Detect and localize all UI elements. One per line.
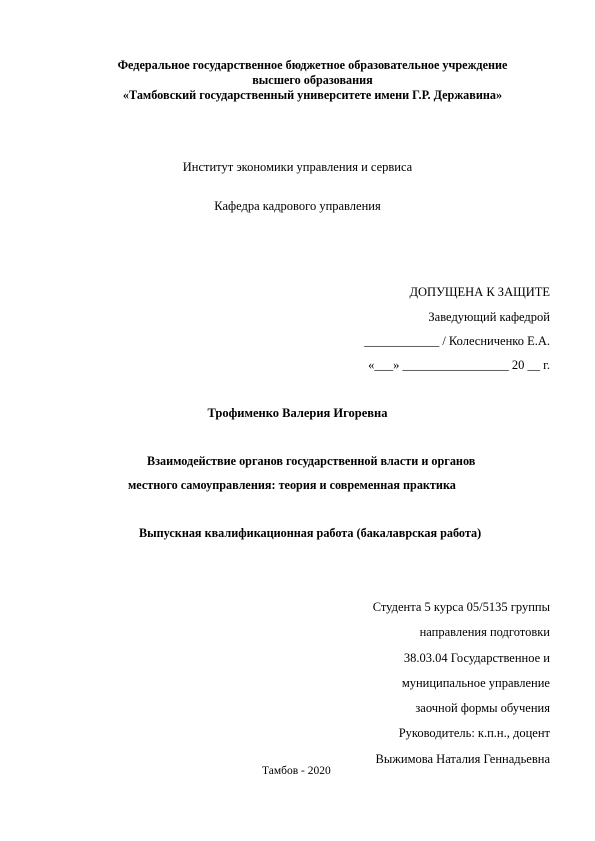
author-name: Трофименко Валерия Игоревна [207,406,388,420]
header-line-2: высшего образования [252,73,373,87]
student-info-line: заочной формы обучения [415,701,550,716]
topic-line-2: местного самоуправления: теория и современная практика [128,478,456,492]
approval-position: Заведующий кафедрой [428,310,550,324]
approval-date: «___» _________________ 20 __ г. [368,358,550,372]
approval-title: ДОПУЩЕНА К ЗАЩИТЕ [409,285,550,299]
city-year: Тамбов - 2020 [262,765,331,777]
student-info-line: Выжимова Наталия Геннадьевна [375,751,550,766]
student-info [373,595,550,772]
university-header [60,58,565,103]
institute-name: Институт экономики управления и сервиса [182,160,413,174]
work-type: Выпускная квалификационная работа (бакалаврская работа) [139,526,482,540]
topic-line-1: Взаимодействие органов государственной власти и органов [147,454,476,468]
header-line-3: «Тамбовский государственный университете имени Г.Р. Державина» [122,88,503,102]
header-line-1: Федеральное государственное бюджетное образовательное учреждение [117,58,508,72]
student-info-line: направления подготовки [419,625,550,640]
student-info-line: муниципальное управление [401,675,550,690]
student-info-line: 38.03.04 Государственное и [403,650,550,665]
student-info-line: Руководитель: к.п.н., доцент [398,726,550,741]
department-name: Кафедра кадрового управления [214,199,381,213]
approval-signature: ____________ / Колесниченко Е.А. [364,334,550,348]
student-info-line: Студента 5 курса 05/5135 группы [372,600,550,614]
